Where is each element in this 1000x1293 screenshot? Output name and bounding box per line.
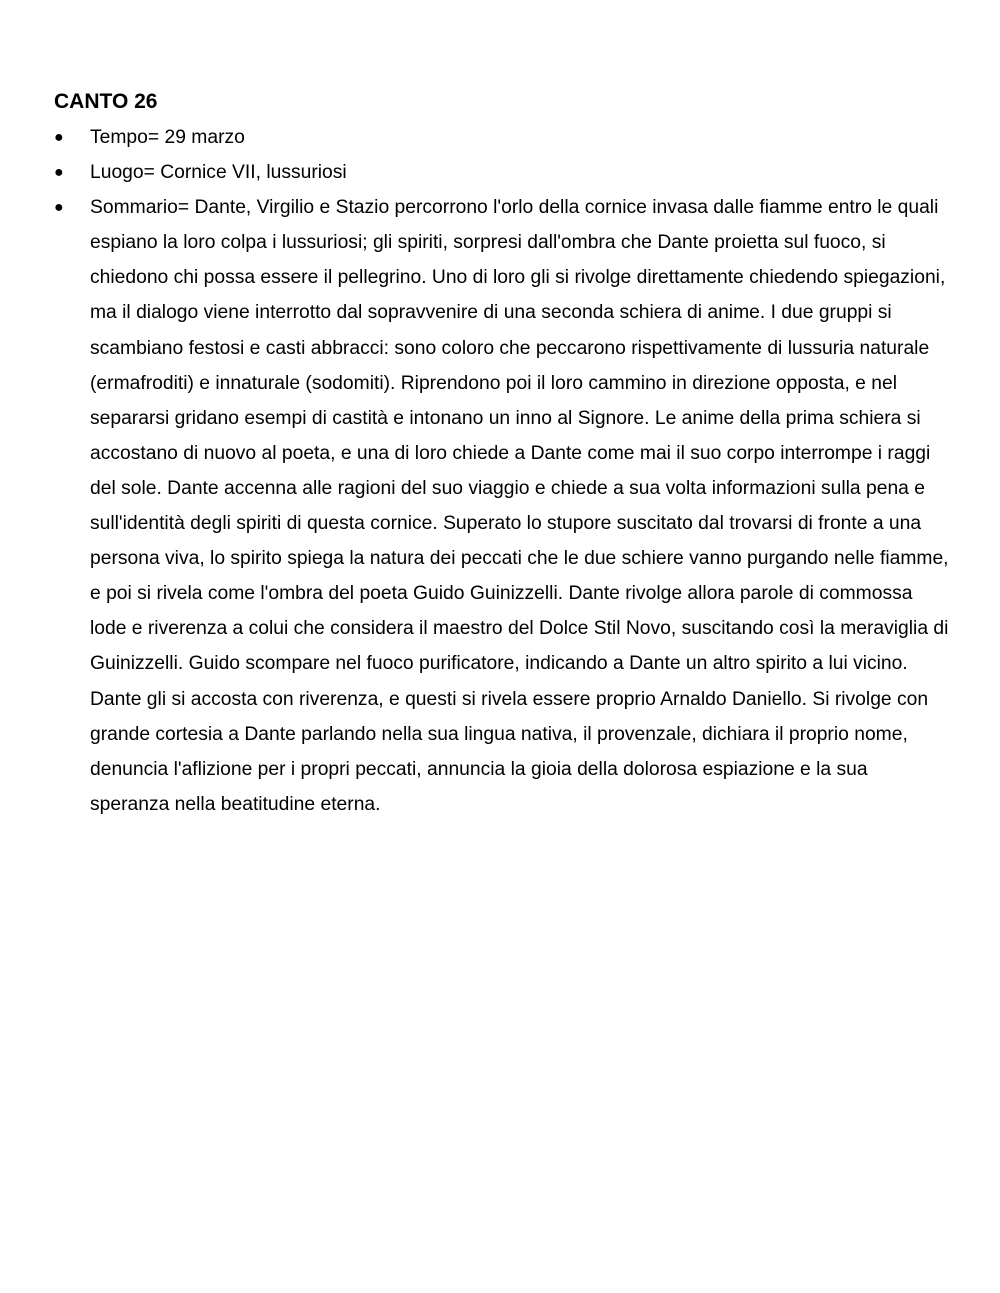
- list-item-text: Luogo= Cornice VII, lussuriosi: [90, 162, 347, 184]
- page-title: CANTO 26: [54, 90, 158, 113]
- bullet-icon: ●: [54, 199, 64, 217]
- list-item-sommario: [0, 190, 950, 822]
- list-item-text: Tempo= 29 marzo: [90, 127, 245, 148]
- list-item-tempo: [0, 120, 950, 155]
- list-item-text: Sommario= Dante, Virgilio e Stazio percorrono l'orlo della cornice invasa dalle fiamme entro le quali espiano la loro colpa i lussuriosi; gli spiriti, sorpresi dall'ombra che Dante proietta sul fuoco, si chiedono chi possa essere il pellegrino. Uno di loro gli si rivolge direttamente chiedendo spiegazioni, ma il dialogo viene interrotto dal sopravvenire di una seconda schiera di anime. I due gruppi si scambiano festosi e casti abbracci: sono coloro che peccarono rispettivamente di lussuria naturale (ermafroditi) e innaturale (sodomiti). Riprendono poi il loro cammino in direzione opposta, e nel separarsi gridano esempi di castità e intonano un inno al Signore. Le anime della prima schiera si accostano di nuovo al poeta, e una di loro chiede a Dante come mai il suo corpo interrompe i raggi del sole. Dante accenna alle ragioni del suo viaggio e chiede a sua volta informazioni sulla pena e sull'identità degli spiriti di questa cornice. Superato lo stupore suscitato dal trovarsi di fronte a una persona viva, lo spirito spiega la natura dei peccati che le due schiere vanno purgando nelle fiamme, e poi si rivela come l'ombra del poeta Guido Guinizzelli. Dante rivolge allora parole di commossa lode e riverenza a colui che considera il maestro del Dolce Stil Novo, suscitando così la meraviglia di Guinizzelli. Guido scompare nel fuoco purificatore, indicando a Dante un altro spirito a lui vicino. Dante gli si accosta con riverenza, e questi si rivela essere proprio Arnaldo Daniello. Si rivolge con grande cortesia a Dante parlando nella sua lingua nativa, il provenzale, dichiara il proprio nome, denuncia l'aflizione per i propri peccati, annuncia la gioia della dolorosa espiazione e la sua speranza nella beatitudine eterna.: [90, 197, 949, 815]
- bullet-icon: ●: [54, 164, 64, 182]
- bullet-list: [0, 120, 1000, 822]
- bullet-icon: ●: [54, 129, 64, 146]
- list-item-luogo: [0, 155, 950, 190]
